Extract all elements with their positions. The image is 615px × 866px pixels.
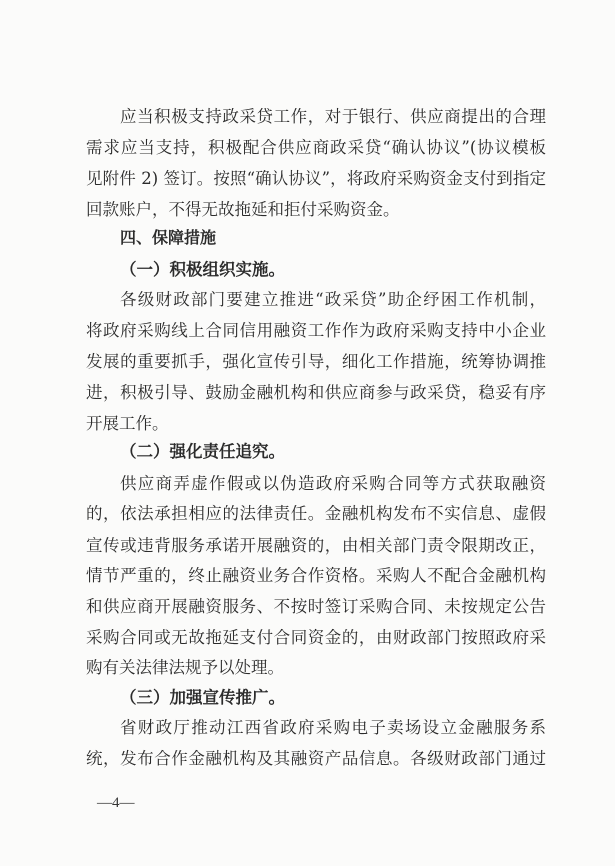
paragraph-line: 回款账户，不得无故拖延和拒付采购资金。 [86, 200, 400, 219]
paragraph-line: 供应商弄虚作假或以伪造政府采购合同等方式获取融资 [120, 474, 546, 493]
paragraph-line: 统，发布合作金融机构及其融资产品信息。各级财政部门通过 [86, 749, 546, 768]
paragraph-line: 应当积极支持政采贷工作，对于银行、供应商提出的合理 [120, 107, 546, 126]
paragraph-line: 发展的重要抓手，强化宣传引导，细化工作措施，统筹协调推 [86, 352, 546, 371]
paragraph-line: 购有关法律法规予以处理。 [86, 658, 284, 677]
paragraph-line: 采购合同或无故拖延支付合同资金的，由财政部门按照政府采 [86, 628, 546, 647]
subsection-heading: （一）积极组织实施。 [120, 260, 285, 279]
paragraph-line: 的，依法承担相应的法律责任。金融机构发布不实信息、虚假 [86, 504, 546, 523]
subsection-heading: （二）强化责任追究。 [120, 442, 285, 461]
paragraph-line: 见附件 2) 签订。按照“确认协议”，将政府采购资金支付到指定 [86, 169, 546, 188]
paragraph-line: 进，积极引导、鼓励金融机构和供应商参与政采贷，稳妥有序 [86, 383, 546, 402]
paragraph-line: 将政府采购线上合同信用融资工作作为政府采购支持中小企业 [86, 321, 546, 340]
page-number: —4— [97, 795, 135, 811]
paragraph-line: 情节严重的，终止融资业务合作资格。采购人不配合金融机构 [86, 566, 546, 585]
paragraph-line: 需求应当支持，积极配合供应商政采贷“确认协议”(协议模板 [86, 138, 546, 157]
paragraph-line: 省财政厅推动江西省政府采购电子卖场设立金融服务系 [120, 718, 546, 737]
paragraph-line: 和供应商开展融资服务、不按时签订采购合同、未按规定公告 [86, 597, 546, 616]
paragraph-line: 开展工作。 [86, 414, 169, 433]
section-heading: 四、保障措施 [120, 228, 217, 247]
subsection-heading: （三）加强宣传推广。 [120, 688, 285, 707]
paragraph-line: 宣传或违背服务承诺开展融资的，由相关部门责令限期改正， [86, 536, 546, 555]
paragraph-line: 各级财政部门要建立推进“政采贷”助企纾困工作机制， [120, 290, 546, 309]
